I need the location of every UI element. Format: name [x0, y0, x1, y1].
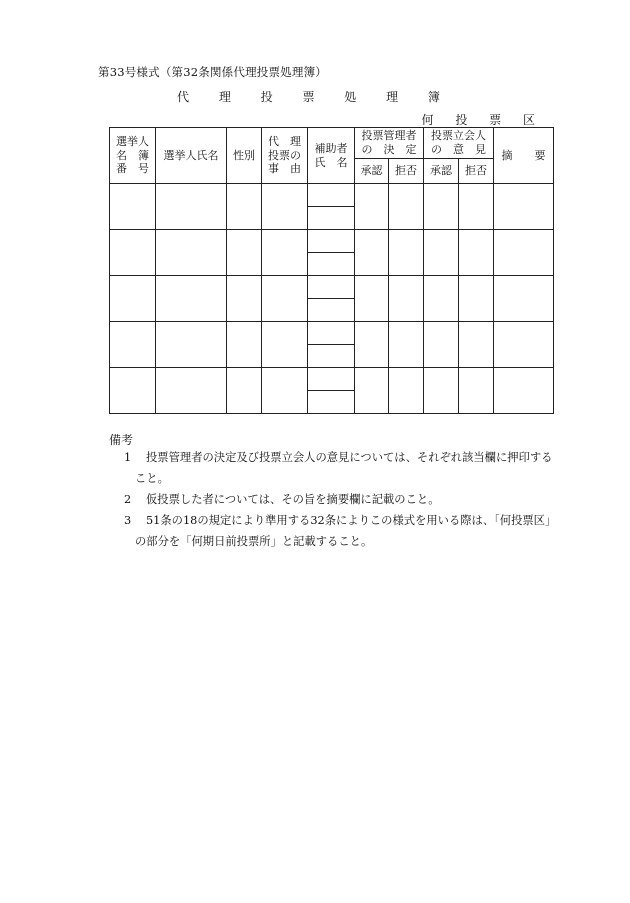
remarks-cell [494, 230, 554, 276]
note-number: 1 [124, 451, 132, 464]
manager-approve-cell [355, 368, 389, 414]
assistant-name-cell [308, 253, 355, 276]
proxy-reason-cell [262, 322, 308, 368]
header-witness-opinion: 投票立会人 の 意 見 [424, 128, 494, 159]
assistant-name-cell [308, 368, 355, 391]
note-text-continued: こと。 [135, 472, 169, 485]
proxy-reason-cell [262, 276, 308, 322]
header-assistant-name: 補助者 氏 名 [308, 128, 355, 184]
witness-approve-cell [424, 322, 459, 368]
district-label: 何 投 票 区 [421, 113, 544, 127]
header-remarks: 摘 要 [494, 128, 554, 184]
note-number: 3 [124, 514, 132, 527]
witness-reject-cell [459, 276, 494, 322]
proxy-voting-register-table [109, 127, 554, 414]
note-text: 仮投票した者については、その旨を摘要欄に記載のこと。 [146, 493, 440, 506]
register-number-cell [110, 230, 156, 276]
register-number-cell [110, 276, 156, 322]
table-body [110, 184, 554, 414]
note-item-1 [112, 447, 572, 489]
table-row [110, 184, 554, 207]
remarks-cell [494, 368, 554, 414]
manager-approve-cell [355, 230, 389, 276]
note-text-continued: の部分を「何期日前投票所」と記載すること。 [135, 535, 373, 548]
gender-cell [227, 230, 262, 276]
manager-approve-cell [355, 276, 389, 322]
assistant-name-cell [308, 345, 355, 368]
document-title: 代 理 投 票 処 理 簿 [177, 90, 453, 104]
note-item-2 [112, 489, 572, 510]
proxy-reason-cell [262, 368, 308, 414]
witness-reject-cell [459, 368, 494, 414]
manager-approve-cell [355, 322, 389, 368]
register-number-cell [110, 322, 156, 368]
manager-approve-cell [355, 184, 389, 230]
header-manager-approve: 承認 [355, 159, 389, 184]
manager-reject-cell [389, 368, 424, 414]
table-row [110, 230, 554, 253]
proxy-reason-cell [262, 184, 308, 230]
remarks-cell [494, 322, 554, 368]
table-row [110, 276, 554, 299]
assistant-name-cell [308, 276, 355, 299]
note-item-3 [112, 510, 572, 552]
header-elector-name: 選挙人氏名 [156, 128, 227, 184]
witness-approve-cell [424, 230, 459, 276]
note-number: 2 [124, 493, 132, 506]
witness-reject-cell [459, 230, 494, 276]
header-witness-approve: 承認 [424, 159, 459, 184]
witness-reject-cell [459, 322, 494, 368]
witness-reject-cell [459, 184, 494, 230]
gender-cell [227, 368, 262, 414]
assistant-name-cell [308, 184, 355, 207]
header-manager-reject: 拒否 [389, 159, 424, 184]
witness-approve-cell [424, 276, 459, 322]
witness-approve-cell [424, 184, 459, 230]
table-row [110, 322, 554, 345]
note-text: 51条の18の規定により準用する32条によりこの様式を用いる際は、「何投票区」 [146, 514, 557, 527]
notes-heading: 備考 [109, 433, 134, 447]
remarks-cell [494, 184, 554, 230]
register-number-cell [110, 368, 156, 414]
header-gender: 性別 [227, 128, 262, 184]
note-text: 投票管理者の決定及び投票立会人の意見については、それぞれ該当欄に押印する [146, 451, 553, 464]
manager-reject-cell [389, 322, 424, 368]
register-number-cell [110, 184, 156, 230]
table-row [110, 368, 554, 391]
gender-cell [227, 322, 262, 368]
assistant-name-cell [308, 299, 355, 322]
assistant-name-cell [308, 322, 355, 345]
header-witness-reject: 拒否 [459, 159, 494, 184]
assistant-name-cell [308, 230, 355, 253]
header-proxy-reason: 代 理 投票の 事 由 [262, 128, 308, 184]
elector-name-cell [156, 322, 227, 368]
proxy-reason-cell [262, 230, 308, 276]
manager-reject-cell [389, 230, 424, 276]
remarks-cell [494, 276, 554, 322]
elector-name-cell [156, 230, 227, 276]
elector-name-cell [156, 184, 227, 230]
assistant-name-cell [308, 207, 355, 230]
gender-cell [227, 276, 262, 322]
elector-name-cell [156, 368, 227, 414]
manager-reject-cell [389, 276, 424, 322]
manager-reject-cell [389, 184, 424, 230]
header-manager-decision: 投票管理者 の 決 定 [355, 128, 424, 159]
gender-cell [227, 184, 262, 230]
assistant-name-cell [308, 391, 355, 414]
form-number-title: 第33号様式（第32条関係代理投票処理簿） [98, 65, 327, 79]
header-register-number: 選挙人 名 簿 番 号 [110, 128, 156, 184]
elector-name-cell [156, 276, 227, 322]
witness-approve-cell [424, 368, 459, 414]
